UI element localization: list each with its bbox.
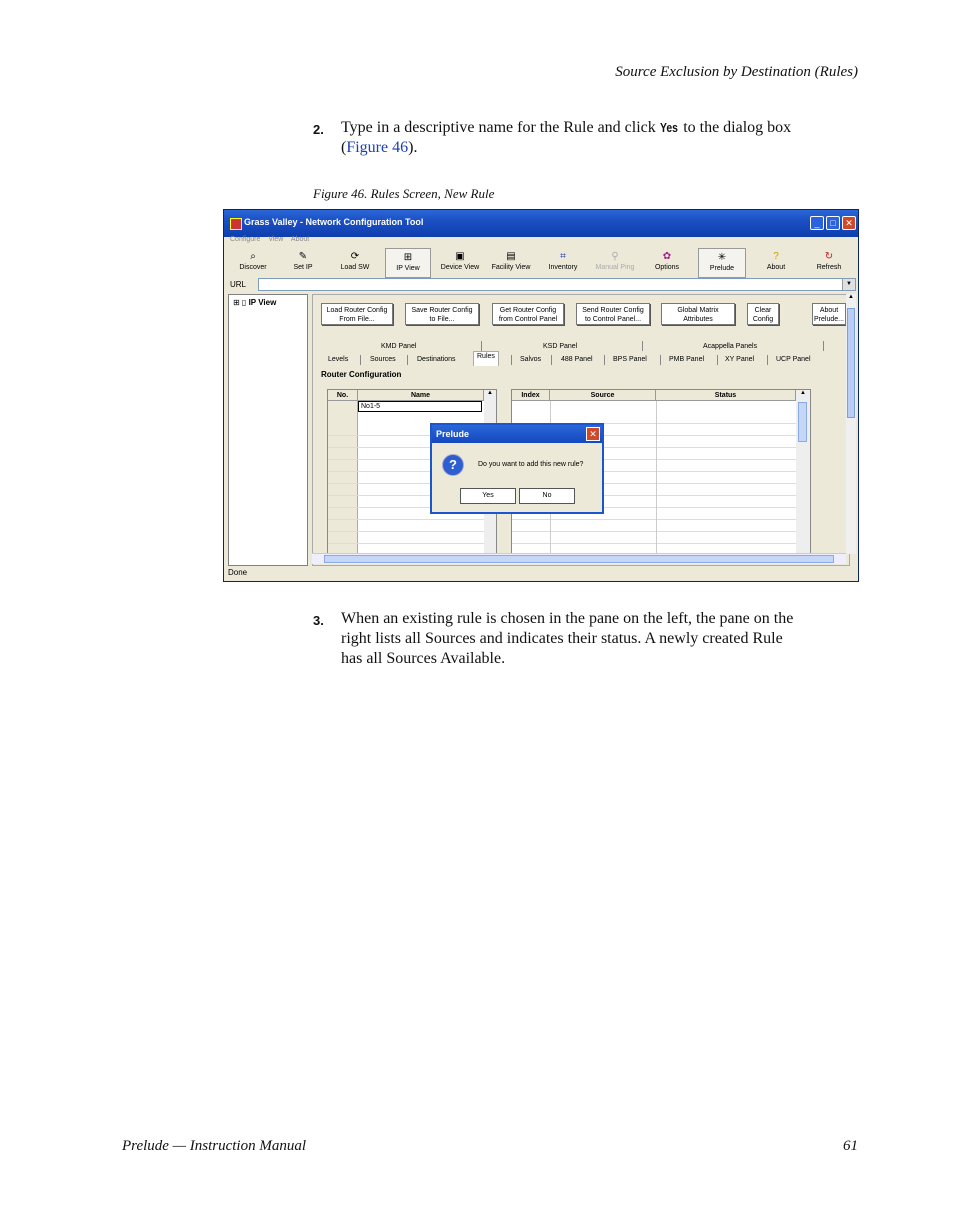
dialog-message: Do you want to add this new rule? <box>478 461 584 468</box>
app-icon <box>230 218 242 230</box>
load-router-config-button[interactable]: Load Router Config From File... <box>321 303 393 325</box>
toolbar <box>228 248 856 278</box>
col-source: Source <box>550 390 656 401</box>
tab-ucp-panel[interactable]: UCP Panel <box>776 356 811 363</box>
options-icon: ✿ <box>662 251 672 262</box>
refresh-icon: ↻ <box>824 251 834 262</box>
step-3-number: 3. <box>313 613 324 628</box>
menubar <box>230 236 315 243</box>
question-icon: ? <box>442 454 464 476</box>
toolbar-facility-view[interactable]: ▤ Facility View <box>487 248 535 278</box>
get-router-config-button[interactable]: Get Router Config from Control Panel <box>492 303 564 325</box>
rules-name-table: No. Name No1-5 ▲ <box>327 389 497 555</box>
clear-config-button[interactable]: Clear Config <box>747 303 779 325</box>
toolbar-inventory[interactable]: ⌗ Inventory <box>540 248 586 278</box>
yes-keyword: Yes <box>659 120 678 135</box>
menu-configure[interactable]: Configure <box>230 236 261 243</box>
tab-levels[interactable]: Levels <box>328 356 349 363</box>
router-configuration-title: Router Configuration <box>321 370 402 379</box>
prelude-icon: ✳ <box>717 252 727 263</box>
tab-bps-panel[interactable]: BPS Panel <box>613 356 647 363</box>
paren-close: ). <box>408 139 418 156</box>
page-number: 61 <box>843 1138 858 1154</box>
ip-view-icon: ⊞ <box>403 252 413 263</box>
toolbar-load-sw[interactable]: ⟳ Load SW <box>332 248 378 278</box>
status-text: Done <box>228 568 248 577</box>
help-icon: ? <box>773 251 779 262</box>
step-2-number: 2. <box>313 122 324 137</box>
menu-about[interactable]: About <box>290 236 310 243</box>
about-prelude-button[interactable]: About Prelude... <box>812 303 846 325</box>
step-2-after: to the dialog box <box>679 119 792 136</box>
facility-view-icon: ▤ <box>506 251 516 262</box>
toolbar-prelude[interactable]: ✳ Prelude <box>698 248 746 278</box>
prelude-dialog <box>430 423 604 514</box>
url-bar <box>228 278 856 292</box>
step-2-text <box>341 118 861 158</box>
inventory-icon: ⌗ <box>560 251 566 262</box>
tree-pane <box>228 294 308 566</box>
window-titlebar <box>224 210 858 237</box>
tab-488-panel[interactable]: 488 Panel <box>561 356 593 363</box>
magnifier-icon: ⌕ <box>250 251 256 262</box>
maximize-icon[interactable]: □ <box>826 216 840 230</box>
tab-rules[interactable]: Rules <box>473 351 499 366</box>
status-bar <box>228 568 856 580</box>
figure-46-link[interactable]: Figure 46 <box>346 139 409 156</box>
tab-pmb-panel[interactable]: PMB Panel <box>669 356 705 363</box>
toolbar-options[interactable]: ✿ Options <box>644 248 690 278</box>
set-ip-icon: ✎ <box>298 251 308 262</box>
vertical-scrollbar[interactable]: ▲ <box>846 294 856 554</box>
tab-xy-panel[interactable]: XY Panel <box>725 356 755 363</box>
device-view-icon: ▣ <box>455 251 465 262</box>
tab-sources[interactable]: Sources <box>370 356 396 363</box>
paren-open: ( <box>341 139 347 156</box>
rule-name-input[interactable]: No1-5 <box>358 401 482 412</box>
tab-group-acappella: Acappella Panels <box>703 343 758 350</box>
footer-title: Prelude — Instruction Manual <box>122 1138 307 1154</box>
col-status: Status <box>656 390 796 401</box>
window-title: Grass Valley - Network Configuration Tool <box>244 217 424 227</box>
global-matrix-attributes-button[interactable]: Global Matrix Attributes <box>661 303 735 325</box>
ping-icon: ⚲ <box>611 251 619 262</box>
reload-icon: ⟳ <box>350 251 360 262</box>
dropdown-arrow-icon[interactable]: ▼ <box>842 279 855 290</box>
tab-destinations[interactable]: Destinations <box>417 356 456 363</box>
tab-group-ksd: KSD Panel <box>543 343 578 350</box>
menu-view[interactable]: View <box>268 236 284 243</box>
toolbar-ip-view[interactable]: ⊞ IP View <box>385 248 431 278</box>
step-3-text: When an existing rule is chosen in the pane on the left, the pane on the right lists all Sources and indicates their status. A newly created Rule has all Sources Available. <box>341 610 794 667</box>
toolbar-manual-ping[interactable]: ⚲ Manual Ping <box>590 248 640 278</box>
close-icon[interactable]: ✕ <box>842 216 856 230</box>
tab-salvos[interactable]: Salvos <box>520 356 542 363</box>
toolbar-set-ip[interactable]: ✎ Set IP <box>280 248 326 278</box>
url-label: URL <box>230 280 247 289</box>
toolbar-about[interactable]: ? About <box>754 248 798 278</box>
dialog-no-button[interactable]: No <box>519 488 575 504</box>
url-input[interactable] <box>258 278 856 291</box>
running-header: Source Exclusion by Destination (Rules) <box>615 64 858 80</box>
horizontal-scrollbar[interactable] <box>312 553 846 564</box>
figure-caption: Figure 46. Rules Screen, New Rule <box>313 186 495 201</box>
minimize-icon[interactable]: _ <box>810 216 824 230</box>
step-2-before: Type in a descriptive name for the Rule and click <box>341 119 660 136</box>
dialog-close-icon[interactable]: ✕ <box>586 427 600 441</box>
toolbar-device-view[interactable]: ▣ Device View <box>437 248 483 278</box>
toolbar-refresh[interactable]: ↻ Refresh <box>806 248 852 278</box>
rules-screenshot <box>223 209 859 582</box>
dialog-title: Prelude <box>432 425 602 443</box>
col-name: Name <box>358 390 484 401</box>
col-no: No. <box>328 390 358 401</box>
col-index: Index <box>512 390 550 401</box>
send-router-config-button[interactable]: Send Router Config to Control Panel... <box>576 303 650 325</box>
dialog-yes-button[interactable]: Yes <box>460 488 516 504</box>
tree-node-ip-view[interactable]: ⊞ ▯ IP View <box>233 298 277 307</box>
tab-group-kmd: KMD Panel <box>381 343 417 350</box>
toolbar-discover[interactable]: ⌕ Discover <box>230 248 276 278</box>
save-router-config-button[interactable]: Save Router Config to File... <box>405 303 479 325</box>
sources-status-table: Index Source Status ▲ <box>511 389 811 555</box>
